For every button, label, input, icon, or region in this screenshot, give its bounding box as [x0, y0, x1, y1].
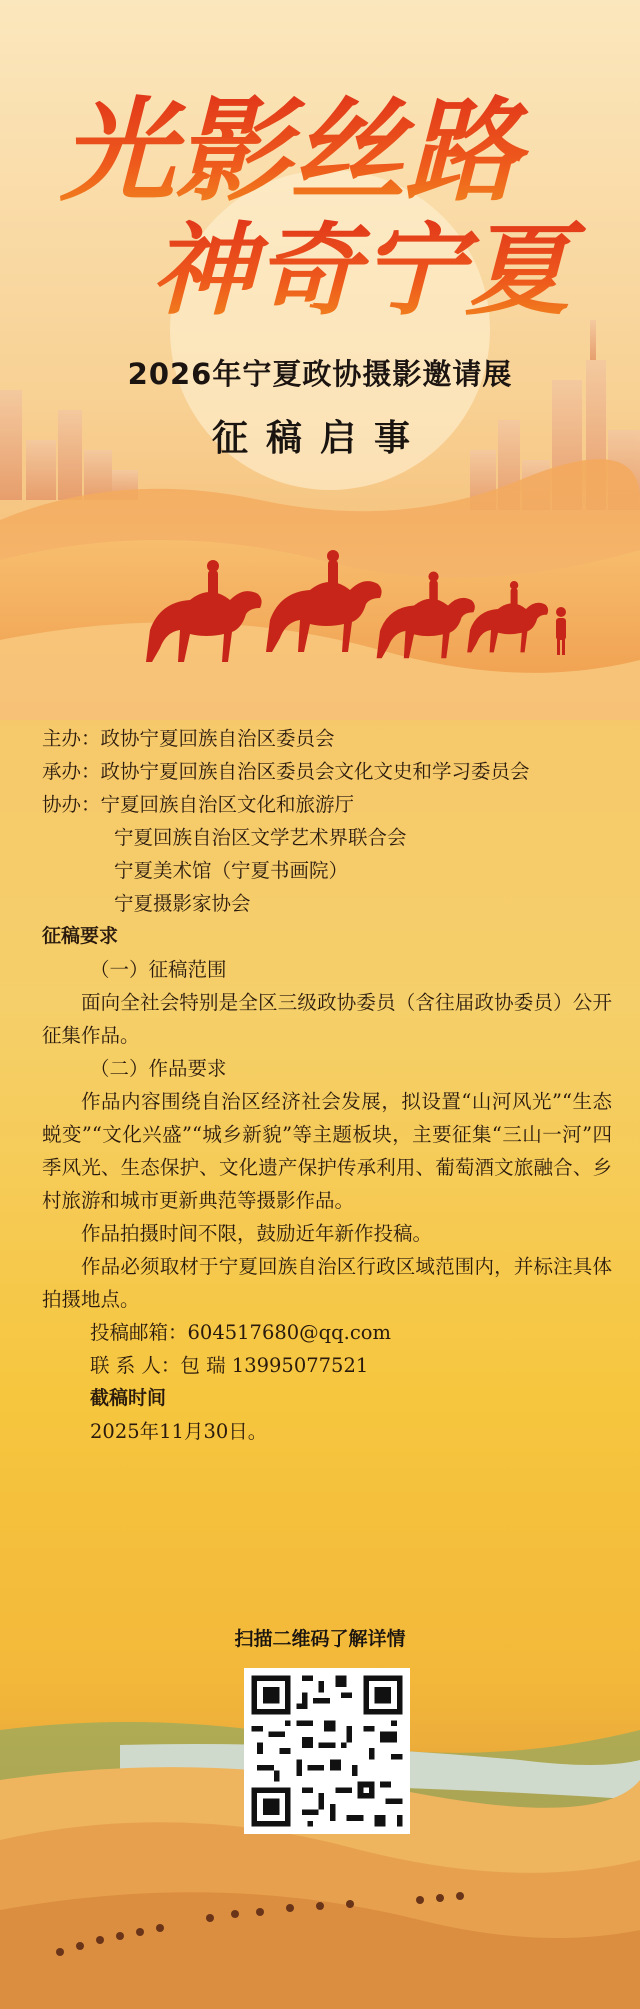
time-text: 作品拍摄时间不限，鼓励近年新作投稿。: [81, 1222, 433, 1245]
contact-label: 联 系 人：: [90, 1354, 181, 1377]
qr-caption: 扫描二维码了解详情: [234, 1628, 406, 1650]
email-address[interactable]: 604517680@qq.com: [187, 1321, 391, 1344]
location-text: 作品必须取材于宁夏回族自治区行政区域范围内，并标注具体拍摄地点。: [42, 1255, 612, 1311]
contact-row: [42, 1349, 612, 1382]
coorganizer-name: 宁夏回族自治区文化和旅游厅: [100, 793, 355, 816]
undertaker-row: [42, 755, 612, 788]
calligraphy-line2: 神奇宁夏: [150, 211, 587, 329]
main-content: [42, 722, 612, 1448]
work-text: 作品内容围绕自治区经济社会发展，拟设置“山河风光”“生态蜕变”“文化兴盛”“城乡新貌”等主题板块，主要征集“三山一河”四季风光、生态保护、文化遗产保护传承利用、葡萄酒文旅融合、乡村旅游和城市更新典范等摄影作品。: [42, 1090, 612, 1212]
scope-heading: （一）征稿范围: [90, 958, 227, 981]
work-heading: （二）作品要求: [90, 1057, 227, 1080]
deadline-date: 2025年11月30日。: [90, 1420, 268, 1443]
calligraphy-title: [0, 70, 640, 370]
exhibition-title: 2026年宁夏政协摄影邀请展: [127, 357, 513, 391]
notice-title: 征稿启事: [211, 417, 428, 459]
host-label: 主办：: [42, 727, 101, 750]
coorganizer-row: [42, 788, 612, 821]
coorganizer-item: 宁夏回族自治区文学艺术界联合会: [114, 826, 407, 849]
coorganizer-item: 宁夏摄影家协会: [114, 892, 251, 915]
qr-code[interactable]: [244, 1668, 410, 1834]
scope-text: 面向全社会特别是全区三级政协委员（含往届政协委员）公开征集作品。: [42, 991, 612, 1047]
coorganizer-item: 宁夏美术馆（宁夏书画院）: [114, 859, 349, 882]
undertaker-name: 政协宁夏回族自治区委员会文化文史和学习委员会: [100, 760, 530, 783]
coorganizer-label: 协办：: [42, 793, 101, 816]
email-label: 投稿邮箱：: [90, 1321, 188, 1344]
calligraphy-line1: 光影丝路: [60, 86, 530, 217]
host-name: 政协宁夏回族自治区委员会: [100, 727, 335, 750]
undertaker-label: 承办：: [42, 760, 101, 783]
requirements-heading: 征稿要求: [42, 925, 119, 947]
email-row: [42, 1316, 612, 1349]
deadline-heading: 截稿时间: [90, 1387, 167, 1409]
contact-value: 包 瑞 13995077521: [180, 1354, 369, 1377]
host-row: [42, 722, 612, 755]
